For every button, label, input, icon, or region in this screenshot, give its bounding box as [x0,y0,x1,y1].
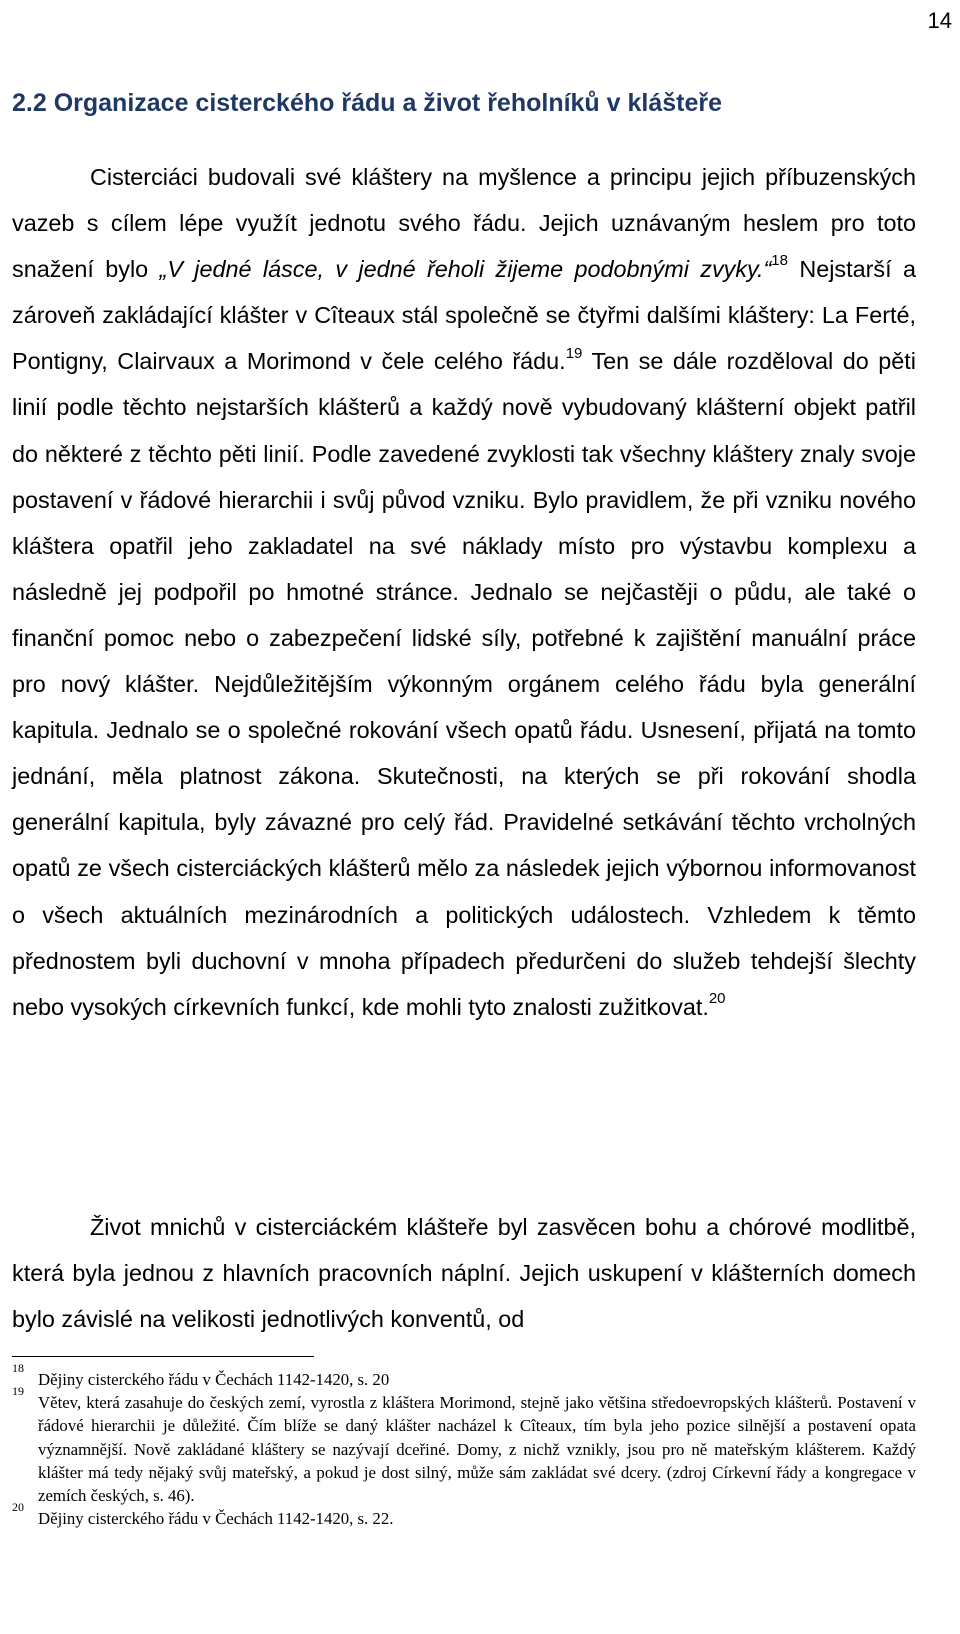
para1-text-1: Cisterciáci budovali své kláštery na myšlence a principu jejich příbuzenských vazeb s cílem lépe využít jednotu svého řádu. Jejich uznávaným heslem pro toto snažení bylo [12,164,916,283]
footnote-number: 19 [12,1384,24,1399]
body-paragraph-2: Život mnichů v cisterciáckém klášteře byl zasvěcen bohu a chórové modlitbě, která byla jednou z hlavních pracovních náplní. Jejich uskupení v klášterních domech bylo závislé na velikosti jednotlivých konventů, od [12,1214,916,1333]
footnote-number: 20 [12,1500,24,1515]
footnote-separator [12,1356,314,1357]
footnote-text: Dějiny cisterckého řádu v Čechách 1142-1420, s. 22. [38,1509,394,1529]
footnote-text: Větev, která zasahuje do českých zemí, vyrostla z kláštera Morimond, stejně jako většina středoevropských klášterů. Postavení v řádové hierarchii je důležité. Čím blíže se daný klášter nacházel k Cîteaux, tím byla jeho pozice silnější a postavení opata významnější. Nově zakládané kláštery se nazývají dceřiné. Domy, z nichž vznikly, jsou pro ně mateřským klášterem. Každý klášter má tedy nějaký svůj mateřský, a pokud je dost silný, může sám zakládat své dcery. (zdroj Církevní řády a kongregace v zemích českých, s. 46). [38,1393,916,1506]
footnote-ref-19[interactable]: 19 [565,344,583,362]
footnote-ref-20[interactable]: 20 [708,989,726,1007]
footnote-text: Dějiny cisterckého řádu v Čechách 1142-1420, s. 20 [38,1370,390,1389]
footnote-ref-18[interactable]: 18 [771,252,788,270]
body-paragraph-1 [12,154,916,1030]
footnote-20 [12,1500,916,1530]
para1-text-2: Nejstarší a zároveň zakládající klášter v Cîteaux stál společně se čtyřmi dalšími kláštery: La Ferté, Pontigny, Clairvaux a Morimond v čele celého řádu. [12,256,916,375]
footnotes [12,1361,916,1530]
section-heading: 2.2 Organizace cisterckého řádu a život řeholníků v klášteře [12,89,723,117]
page-number: 14 [927,8,952,33]
footnote-19 [12,1384,916,1507]
para1-text-3: Ten se dále rozděloval do pěti linií podle těchto nejstarších klášterů a každý nově vybudovaný klášterní objekt patřil do některé z těchto pěti linií. Podle zavedené zvyklosti tak všechny kláštery znaly svoje postavení v řádové hierarchii i svůj původ vzniku. Bylo pravidlem, že při vzniku nového kláštera opatřil jeho zakladatel na své náklady místo pro výstavbu komplexu a následně jej podpořil po hmotné stránce. Jednalo se nejčastěji o půdu, ale také o finanční pomoc nebo o zabezpečení lidské síly, potřebné k zajištění manuální práce pro nový klášter. Nejdůležitějším výkonným orgánem celého řádu byla generální kapitula. Jednalo se o společné rokování všech opatů řádu. Usnesení, přijatá na tomto jednání, měla platnost zákona. Skutečnosti, na kterých se při rokování shodla generální kapitula, byly závazné pro celý řád. Pravidelné setkávání těchto vrcholných opatů ze všech cisterciáckých klášterů mělo za následek jejich výbornou informovanost o všech aktuálních mezinárodních a politických událostech. Vzhledem k těmto přednostem byli duchovní v mnoha případech předurčeni do služeb tehdejší šlechty nebo vysokých církevních funkcí, kde mohli tyto znalosti zužitkovat. [12,348,916,1020]
footnote-number: 18 [12,1361,24,1375]
footnote-18 [12,1361,916,1391]
motto-quote: „V jedné lásce, v jedné řeholi žijeme podobnými zvyky.“ [159,256,772,283]
